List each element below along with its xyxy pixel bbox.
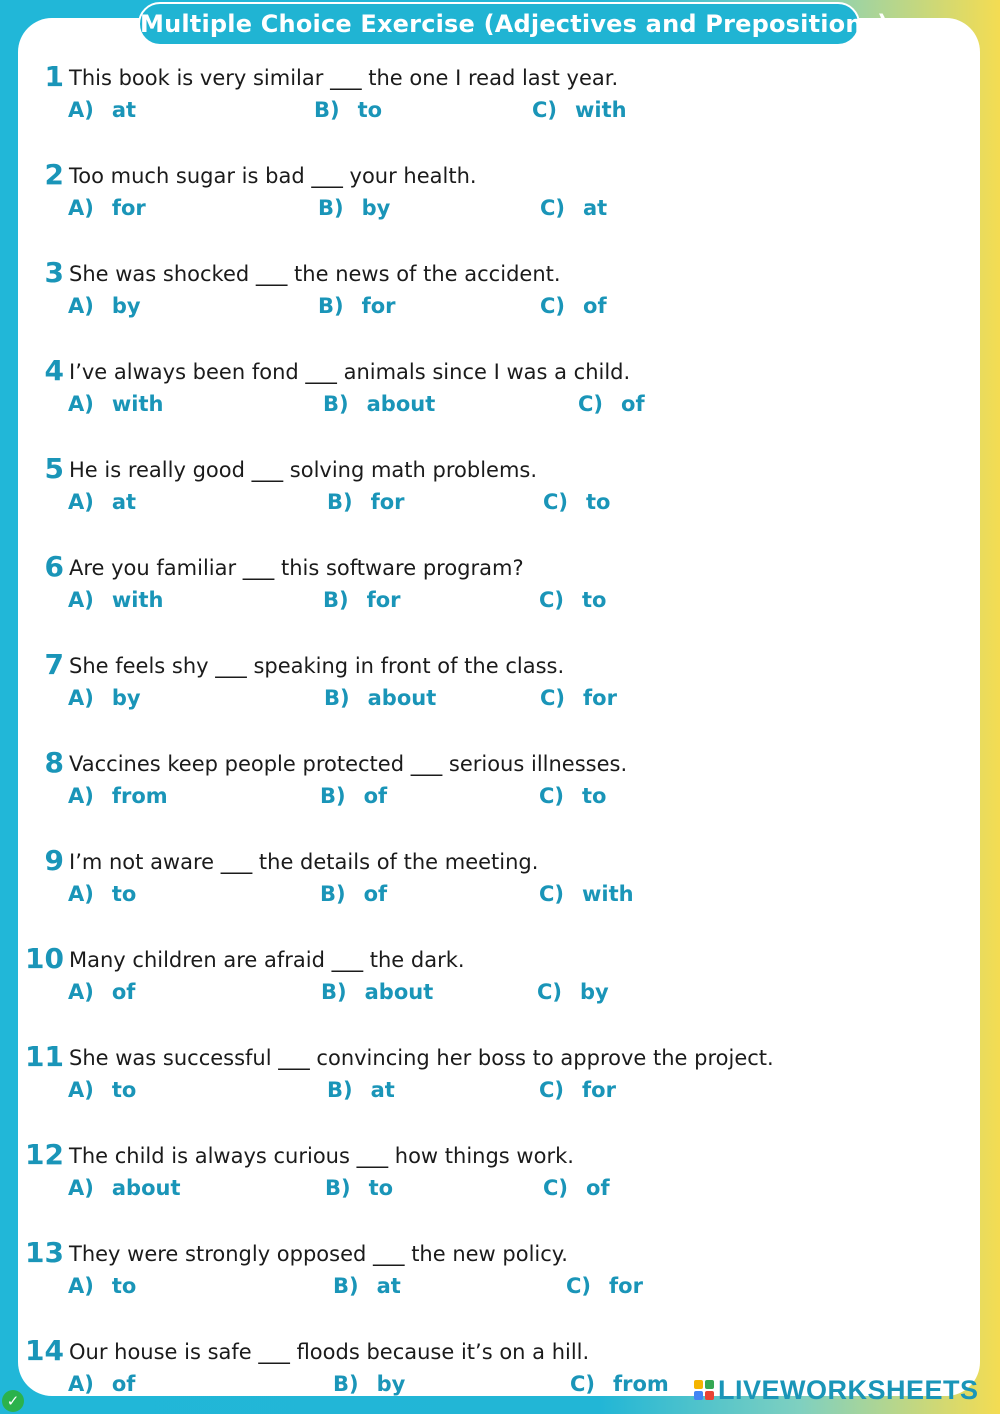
option-letter: C) bbox=[543, 1176, 569, 1200]
option-value: to bbox=[111, 1274, 137, 1298]
option-value: to bbox=[111, 882, 137, 906]
question-number: 10 bbox=[25, 942, 64, 975]
option-a[interactable] bbox=[68, 585, 163, 615]
option-letter: C) bbox=[539, 1078, 565, 1102]
option-value: of bbox=[363, 882, 388, 906]
option-value: for bbox=[370, 490, 405, 514]
option-a[interactable] bbox=[68, 1075, 136, 1105]
option-value: for bbox=[111, 196, 146, 220]
question-number: 6 bbox=[44, 550, 64, 583]
option-b[interactable] bbox=[320, 781, 387, 811]
option-c[interactable] bbox=[543, 487, 610, 517]
question-text: Are you familiar ___ this software program? bbox=[69, 556, 524, 580]
option-value: to bbox=[586, 490, 611, 514]
question bbox=[0, 449, 1000, 539]
question-text: She was shocked ___ the news of the accident. bbox=[69, 262, 561, 286]
option-letter: B) bbox=[323, 392, 349, 416]
option-b[interactable] bbox=[333, 1369, 405, 1399]
liveworksheets-logo[interactable] bbox=[694, 1372, 979, 1408]
option-letter: A) bbox=[68, 686, 94, 710]
question-number: 14 bbox=[25, 1334, 64, 1367]
brand-name: LIVEWORKSHEETS bbox=[718, 1374, 979, 1405]
option-value: from bbox=[111, 784, 168, 808]
question-number: 4 bbox=[44, 354, 64, 387]
option-letter: C) bbox=[539, 784, 565, 808]
option-c[interactable] bbox=[540, 291, 607, 321]
question-text: Vaccines keep people protected ___ serious illnesses. bbox=[69, 752, 628, 776]
option-value: with bbox=[575, 98, 627, 122]
option-value: to bbox=[357, 98, 383, 122]
option-value: to bbox=[582, 588, 607, 612]
option-letter: A) bbox=[68, 882, 94, 906]
option-value: at bbox=[370, 1078, 395, 1102]
question-text: They were strongly opposed ___ the new policy. bbox=[69, 1242, 568, 1266]
question-number: 8 bbox=[44, 746, 64, 779]
option-b[interactable] bbox=[327, 487, 405, 517]
option-letter: B) bbox=[314, 98, 340, 122]
option-value: from bbox=[613, 1372, 669, 1396]
option-letter: B) bbox=[327, 1078, 353, 1102]
option-a[interactable] bbox=[68, 193, 146, 223]
option-b[interactable] bbox=[325, 1173, 393, 1203]
option-b[interactable] bbox=[323, 389, 435, 419]
option-value: about bbox=[364, 980, 434, 1004]
option-c[interactable] bbox=[566, 1271, 643, 1301]
option-value: with bbox=[582, 882, 634, 906]
option-b[interactable] bbox=[321, 977, 433, 1007]
question bbox=[0, 155, 1000, 245]
option-letter: C) bbox=[532, 98, 558, 122]
option-a[interactable] bbox=[68, 781, 168, 811]
option-letter: C) bbox=[540, 294, 566, 318]
question bbox=[0, 1037, 1000, 1127]
option-value: at bbox=[583, 196, 608, 220]
option-letter: C) bbox=[543, 490, 569, 514]
option-c[interactable] bbox=[540, 193, 607, 223]
option-value: with bbox=[111, 392, 164, 416]
option-b[interactable] bbox=[314, 95, 382, 125]
option-a[interactable] bbox=[68, 879, 136, 909]
question-text: She was successful ___ convincing her boss to approve the project. bbox=[69, 1046, 774, 1070]
question-text: Many children are afraid ___ the dark. bbox=[69, 948, 465, 972]
option-a[interactable] bbox=[68, 1173, 180, 1203]
option-value: at bbox=[376, 1274, 401, 1298]
option-b[interactable] bbox=[324, 683, 436, 713]
question-number: 7 bbox=[44, 648, 64, 681]
option-value: to bbox=[111, 1078, 137, 1102]
option-letter: A) bbox=[68, 1274, 94, 1298]
option-c[interactable] bbox=[540, 683, 617, 713]
option-letter: C) bbox=[537, 980, 563, 1004]
question-number: 5 bbox=[44, 452, 64, 485]
option-value: for bbox=[582, 1078, 616, 1102]
option-letter: A) bbox=[68, 1176, 94, 1200]
option-value: of bbox=[111, 980, 136, 1004]
option-letter: B) bbox=[321, 980, 347, 1004]
option-letter: A) bbox=[68, 1372, 94, 1396]
option-value: with bbox=[111, 588, 164, 612]
question-number: 1 bbox=[44, 60, 64, 93]
option-letter: B) bbox=[333, 1372, 359, 1396]
option-c[interactable] bbox=[537, 977, 609, 1007]
question-number: 2 bbox=[44, 158, 64, 191]
question bbox=[0, 1233, 1000, 1323]
option-value: about bbox=[367, 686, 437, 710]
option-value: of bbox=[586, 1176, 610, 1200]
question-text: He is really good ___ solving math problems. bbox=[69, 458, 538, 482]
option-a[interactable] bbox=[68, 95, 136, 125]
option-value: for bbox=[366, 588, 401, 612]
question-number: 3 bbox=[44, 256, 64, 289]
option-c[interactable] bbox=[539, 781, 606, 811]
option-a[interactable] bbox=[68, 1271, 136, 1301]
option-c[interactable] bbox=[539, 585, 606, 615]
option-letter: A) bbox=[68, 98, 94, 122]
question bbox=[0, 351, 1000, 441]
question-number: 12 bbox=[25, 1138, 64, 1171]
question bbox=[0, 253, 1000, 343]
option-letter: B) bbox=[320, 784, 346, 808]
check-icon: ✓ bbox=[2, 1390, 24, 1412]
page-title: Multiple Choice Exercise (Adjectives and Prepositions) bbox=[138, 2, 860, 46]
option-value: about bbox=[366, 392, 436, 416]
option-letter: B) bbox=[318, 196, 344, 220]
option-letter: B) bbox=[320, 882, 346, 906]
option-c[interactable] bbox=[539, 1075, 616, 1105]
option-letter: C) bbox=[539, 882, 565, 906]
question-number: 9 bbox=[44, 844, 64, 877]
question bbox=[0, 547, 1000, 637]
option-value: of bbox=[111, 1372, 136, 1396]
question-number: 11 bbox=[25, 1040, 64, 1073]
option-a[interactable] bbox=[68, 977, 135, 1007]
option-letter: A) bbox=[68, 392, 94, 416]
question-number: 13 bbox=[25, 1236, 64, 1269]
option-value: for bbox=[583, 686, 617, 710]
option-value: at bbox=[111, 98, 137, 122]
question-text: This book is very similar ___ the one I read last year. bbox=[69, 66, 619, 90]
option-letter: A) bbox=[68, 1078, 94, 1102]
option-a[interactable] bbox=[68, 291, 141, 321]
option-b[interactable] bbox=[320, 879, 387, 909]
option-letter: A) bbox=[68, 980, 94, 1004]
option-value: of bbox=[583, 294, 607, 318]
option-c[interactable] bbox=[539, 879, 634, 909]
option-b[interactable] bbox=[318, 193, 390, 223]
option-b[interactable] bbox=[333, 1271, 401, 1301]
option-letter: B) bbox=[327, 490, 353, 514]
liveworksheets-logo-icon bbox=[694, 1380, 714, 1400]
option-letter: C) bbox=[570, 1372, 596, 1396]
option-letter: A) bbox=[68, 490, 94, 514]
option-letter: C) bbox=[539, 588, 565, 612]
option-a[interactable] bbox=[68, 1369, 135, 1399]
option-b[interactable] bbox=[318, 291, 396, 321]
option-value: by bbox=[376, 1372, 406, 1396]
option-b[interactable] bbox=[323, 585, 401, 615]
option-c[interactable] bbox=[578, 389, 645, 419]
question-text: Our house is safe ___ floods because it’s on a hill. bbox=[69, 1340, 590, 1364]
option-letter: A) bbox=[68, 784, 94, 808]
option-c[interactable] bbox=[532, 95, 627, 125]
question bbox=[0, 743, 1000, 833]
option-value: at bbox=[111, 490, 137, 514]
question-text: The child is always curious ___ how things work. bbox=[69, 1144, 574, 1168]
question bbox=[0, 939, 1000, 1029]
option-a[interactable] bbox=[68, 683, 141, 713]
option-letter: C) bbox=[578, 392, 604, 416]
option-b[interactable] bbox=[327, 1075, 395, 1105]
question bbox=[0, 1135, 1000, 1225]
option-a[interactable] bbox=[68, 389, 163, 419]
question-text: She feels shy ___ speaking in front of the class. bbox=[69, 654, 565, 678]
option-value: of bbox=[621, 392, 645, 416]
option-value: for bbox=[609, 1274, 643, 1298]
option-letter: A) bbox=[68, 294, 94, 318]
question-text: I’ve always been fond ___ animals since I was a child. bbox=[69, 360, 631, 384]
option-letter: A) bbox=[68, 196, 94, 220]
option-value: by bbox=[361, 196, 391, 220]
option-c[interactable] bbox=[570, 1369, 669, 1399]
option-letter: A) bbox=[68, 588, 94, 612]
question bbox=[0, 841, 1000, 931]
option-letter: B) bbox=[325, 1176, 351, 1200]
option-letter: B) bbox=[318, 294, 344, 318]
option-value: by bbox=[111, 294, 141, 318]
option-letter: B) bbox=[323, 588, 349, 612]
option-letter: B) bbox=[333, 1274, 359, 1298]
option-a[interactable] bbox=[68, 487, 136, 517]
option-value: to bbox=[582, 784, 607, 808]
option-value: of bbox=[363, 784, 388, 808]
question bbox=[0, 57, 1000, 147]
option-letter: C) bbox=[540, 686, 566, 710]
option-value: to bbox=[368, 1176, 394, 1200]
option-value: for bbox=[361, 294, 396, 318]
question-text: Too much sugar is bad ___ your health. bbox=[69, 164, 477, 188]
question bbox=[0, 645, 1000, 735]
option-value: by bbox=[111, 686, 141, 710]
option-letter: C) bbox=[566, 1274, 592, 1298]
option-letter: B) bbox=[324, 686, 350, 710]
option-value: about bbox=[111, 1176, 181, 1200]
option-c[interactable] bbox=[543, 1173, 610, 1203]
question-text: I’m not aware ___ the details of the meeting. bbox=[69, 850, 539, 874]
option-value: by bbox=[580, 980, 609, 1004]
option-letter: C) bbox=[540, 196, 566, 220]
